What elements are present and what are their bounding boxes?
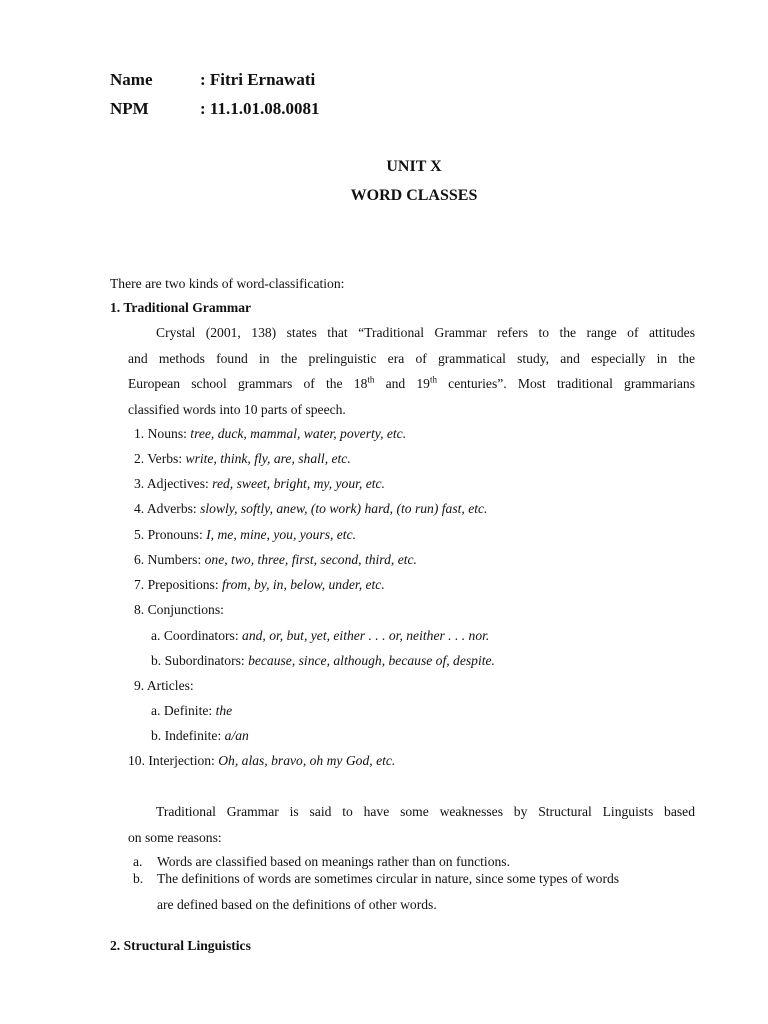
npm-value: : 11.1.01.08.0081 [200, 99, 320, 118]
name-value: : Fitri Ernawati [200, 70, 316, 89]
reason-a-text: Words are classified based on meanings rather than on functions. [157, 854, 510, 869]
section1-heading: 1. Traditional Grammar [110, 300, 252, 315]
list-item: 8. Conjunctions: [134, 602, 224, 617]
list-item: 7. Prepositions: from, by, in, below, under, etc. [134, 577, 385, 592]
list-item: 6. Numbers: one, two, three, first, second, third, etc. [134, 552, 417, 567]
sub-list-item: b. Subordinators: because, since, although, because of, despite. [151, 653, 495, 668]
weakness-line-2: on some reasons: [128, 830, 222, 845]
name-label: Name [110, 70, 153, 89]
topic-title: WORD CLASSES [350, 187, 478, 204]
reason-b-mark: b. [133, 871, 144, 886]
paragraph-line-4: classified words into 10 parts of speech. [128, 402, 346, 417]
weakness-line-1: Traditional Grammar is said to have some weaknesses by Structural Linguists based [156, 804, 695, 819]
section2-heading: 2. Structural Linguistics [110, 938, 251, 953]
sub-list-item: a. Definite: the [151, 703, 233, 718]
list-item: 9. Articles: [134, 678, 194, 693]
list-item: 2. Verbs: write, think, fly, are, shall, etc. [134, 451, 351, 466]
reason-b-continuation: are defined based on the definitions of other words. [157, 897, 437, 912]
list-item: 3. Adjectives: red, sweet, bright, my, your, etc. [134, 476, 385, 491]
npm-label: NPM [110, 99, 149, 118]
list-item: 10. Interjection: Oh, alas, bravo, oh my God, etc. [128, 753, 396, 768]
paragraph-line-2: and methods found in the prelinguistic era of grammatical study, and especially in the [128, 351, 695, 366]
sub-list-item: b. Indefinite: a/an [151, 728, 249, 743]
reason-b-text: The definitions of words are sometimes circular in nature, since some types of words [157, 871, 620, 886]
reason-a-mark: a. [133, 854, 143, 869]
list-item: 4. Adverbs: slowly, softly, anew, (to work) hard, (to run) fast, etc. [134, 501, 488, 516]
intro-text: There are two kinds of word-classification: [110, 276, 345, 291]
paragraph-line-3: European school grammars of the 18th and 19th centuries”. Most traditional grammarians [128, 374, 696, 391]
unit-title: UNIT X [386, 158, 442, 175]
paragraph-line-1: Crystal (2001, 138) states that “Traditional Grammar refers to the range of attitudes [156, 325, 695, 340]
sub-list-item: a. Coordinators: and, or, but, yet, either . . . or, neither . . . nor. [151, 628, 490, 643]
list-item: 5. Pronouns: I, me, mine, you, yours, etc. [134, 527, 357, 542]
list-item: 1. Nouns: tree, duck, mammal, water, poverty, etc. [134, 426, 407, 441]
